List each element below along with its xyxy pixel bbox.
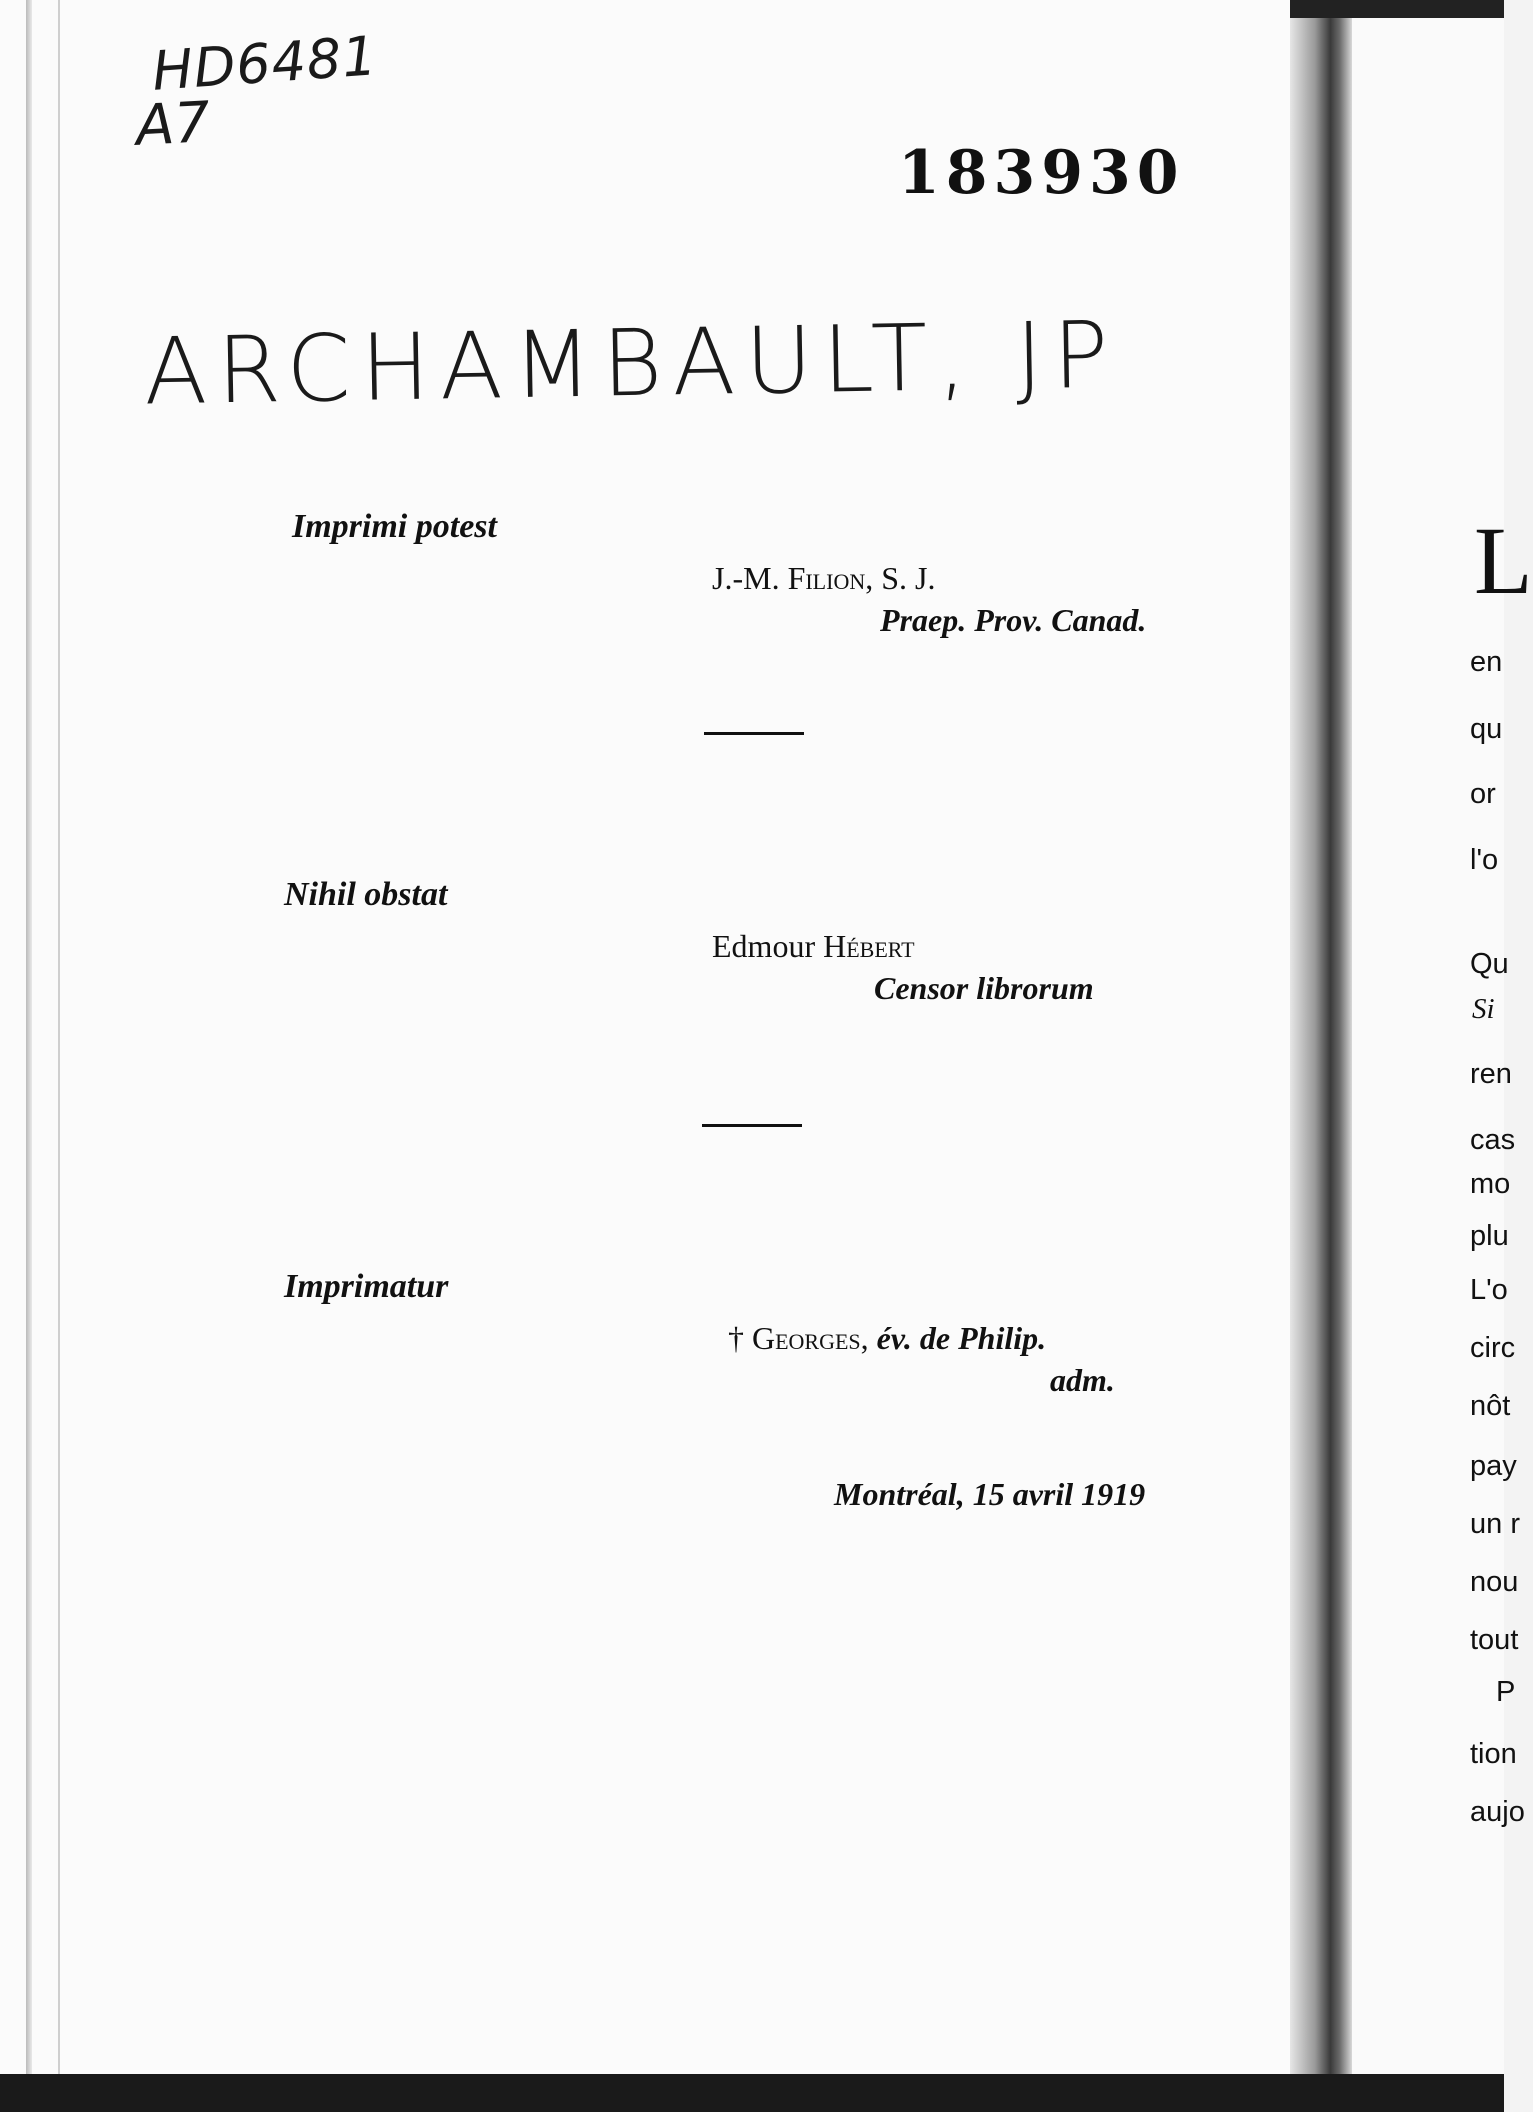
imprimatur-bishop-name: Georges,: [752, 1320, 869, 1356]
imprimatur-bishop-see: év. de Philip.: [868, 1320, 1047, 1356]
text-fragment: circ: [1470, 1332, 1516, 1364]
text-fragment: aujo: [1470, 1796, 1525, 1828]
place-date: Montréal, 15 avril 1919: [834, 1476, 1146, 1512]
scan-border-top: [1290, 0, 1504, 18]
text-fragment: tion: [1470, 1738, 1517, 1770]
text-fragment: Qu: [1470, 948, 1509, 980]
right-page: [1352, 18, 1533, 2074]
text-fragment: ren: [1470, 1058, 1512, 1090]
text-fragment: cas: [1470, 1124, 1516, 1156]
page-edge-shadow: [26, 0, 32, 2112]
nihil-obstat-first-name: Edmour: [712, 928, 824, 964]
imprimi-potest-name: J.-M. Filion, S. J.: [712, 560, 936, 596]
text-fragment: nou: [1470, 1566, 1519, 1598]
imprimatur-label: Imprimatur: [284, 1268, 449, 1305]
text-fragment: qu: [1470, 713, 1503, 745]
book-gutter: [1290, 0, 1352, 2112]
scan-border-bottom: [0, 2074, 1504, 2112]
handwritten-call-number-line2: A7: [134, 90, 212, 159]
imprimi-potest-label: Imprimi potest: [292, 508, 497, 545]
handwritten-call-number-line1: HD6481: [150, 24, 380, 103]
imprimatur-dagger: †: [728, 1320, 752, 1356]
handwritten-author-name: ARCHAMBAULT, JP: [143, 301, 1120, 426]
text-fragment: Si: [1472, 993, 1495, 1025]
nihil-obstat-label: Nihil obstat: [284, 876, 448, 913]
text-fragment: l'o: [1470, 844, 1499, 876]
section-divider: [704, 732, 804, 735]
text-fragment: en: [1470, 646, 1503, 678]
text-fragment: nôt: [1470, 1390, 1511, 1422]
text-fragment: tout: [1470, 1624, 1519, 1656]
text-fragment: mo: [1470, 1168, 1511, 1200]
text-fragment: pay: [1470, 1450, 1517, 1482]
text-fragment: or: [1470, 778, 1496, 810]
imprimi-potest-title: Praep. Prov. Canad.: [880, 602, 1147, 638]
text-fragment: plu: [1470, 1220, 1509, 1252]
nihil-obstat-title: Censor librorum: [874, 970, 1094, 1006]
imprimatur-title: adm.: [1050, 1362, 1115, 1398]
nihil-obstat-name: [712, 928, 915, 965]
text-fragment: L'o: [1470, 1274, 1508, 1306]
text-fragment: P: [1496, 1676, 1516, 1708]
text-fragment: un r: [1470, 1508, 1520, 1540]
imprimatur-name: [728, 1320, 1046, 1357]
page-edge-line: [58, 0, 60, 2112]
nihil-obstat-last-name: Hébert: [823, 928, 915, 964]
drop-cap: L: [1474, 507, 1533, 614]
accession-number: 183930: [898, 138, 1185, 208]
section-divider: [702, 1124, 802, 1127]
